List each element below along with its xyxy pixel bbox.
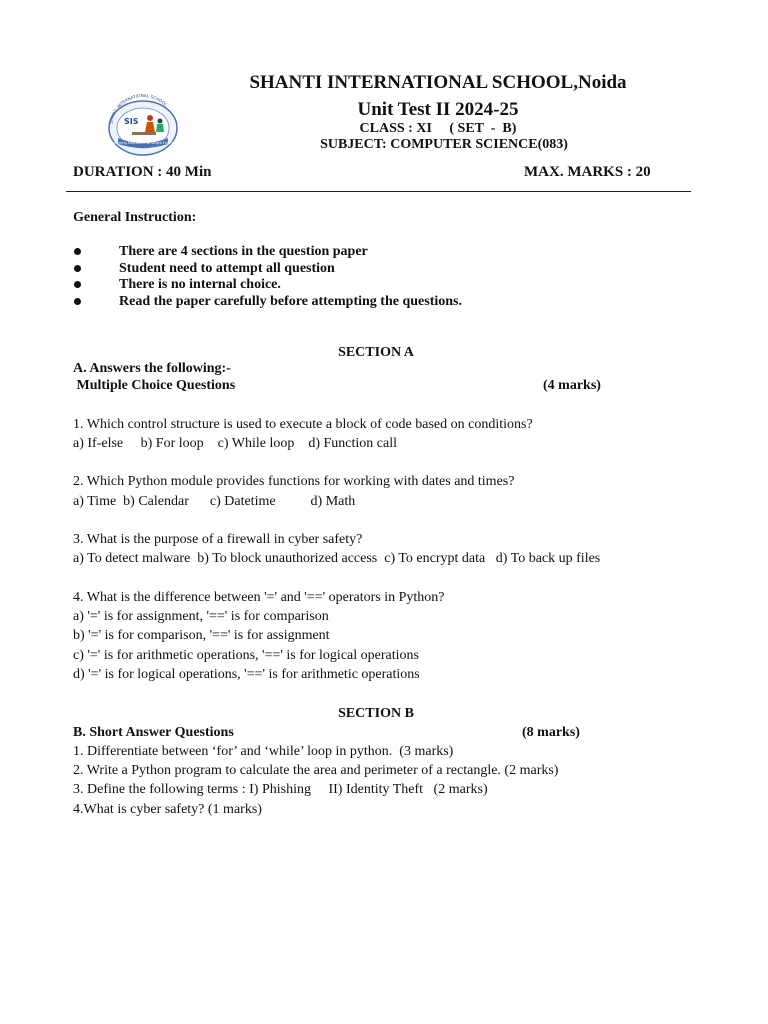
header-divider	[66, 191, 691, 192]
question-b4: 4.What is cyber safety? (1 marks)	[73, 802, 262, 817]
question-options: a) Time b) Calendar c) Datetime d) Math	[73, 494, 356, 509]
class-set-line: CLASS : XI ( SET - B)	[359, 121, 517, 136]
question-option: c) '=' is for arithmetic operations, '==' is for logical operations	[73, 648, 419, 663]
instructions-heading: General Instruction:	[73, 210, 197, 225]
section-a-subtitle: A. Answers the following:-	[73, 361, 231, 376]
question-options: a) To detect malware b) To block unauthorized access c) To encrypt data d) To back up files	[73, 551, 601, 566]
duration-label: DURATION : 40 Min	[73, 164, 212, 180]
instruction-item: Read the paper carefully before attempting the questions.	[119, 294, 462, 309]
school-logo	[98, 88, 188, 156]
section-b-marks: (8 marks)	[522, 725, 580, 740]
instruction-item: Student need to attempt all question	[119, 261, 335, 276]
logo-monogram: SIS	[124, 117, 139, 126]
section-b-type-label: B. Short Answer Questions	[73, 725, 234, 740]
instruction-item: There are 4 sections in the question paper	[119, 244, 368, 259]
school-logo-emblem-icon	[98, 88, 188, 156]
bullet-icon	[74, 298, 81, 305]
exam-title: Unit Test II 2024-25	[357, 99, 519, 120]
school-name: SHANTI INTERNATIONAL SCHOOL,Noida	[249, 72, 627, 93]
bullet-icon	[74, 265, 81, 272]
question-text: 4. What is the difference between '=' and '==' operators in Python?	[73, 590, 445, 605]
question-b3: 3. Define the following terms : I) Phishing II) Identity Theft (2 marks)	[73, 782, 488, 797]
bullet-icon	[74, 248, 81, 255]
question-option: d) '=' is for logical operations, '==' is for arithmetic operations	[73, 667, 420, 682]
section-b-title: SECTION B	[338, 706, 414, 721]
section-a-type-label: Multiple Choice Questions	[73, 378, 236, 393]
section-a-marks: (4 marks)	[543, 378, 601, 393]
question-option: b) '=' is for comparison, '==' is for assignment	[73, 628, 330, 643]
subject-line: SUBJECT: COMPUTER SCIENCE(083)	[320, 137, 568, 152]
question-text: 3. What is the purpose of a firewall in cyber safety?	[73, 532, 363, 547]
question-b2: 2. Write a Python program to calculate the area and perimeter of a rectangle. (2 marks)	[73, 763, 559, 778]
question-text: 2. Which Python module provides functions for working with dates and times?	[73, 474, 515, 489]
instruction-item: There is no internal choice.	[119, 277, 281, 292]
logo-motto: Nurturing Educators for Bright Futures	[110, 141, 176, 145]
bullet-icon	[74, 281, 81, 288]
section-a-title: SECTION A	[338, 345, 414, 360]
question-options: a) If-else b) For loop c) While loop d) Function call	[73, 436, 397, 451]
max-marks-label: MAX. MARKS : 20	[524, 164, 651, 180]
question-text: 1. Which control structure is used to execute a block of code based on conditions?	[73, 417, 533, 432]
question-option: a) '=' is for assignment, '==' is for comparison	[73, 609, 329, 624]
question-b1: 1. Differentiate between ‘for’ and ‘while’ loop in python. (3 marks)	[73, 744, 454, 759]
logo-arc-text: SHANTI INTERNATIONAL SCHOOL	[108, 92, 169, 125]
